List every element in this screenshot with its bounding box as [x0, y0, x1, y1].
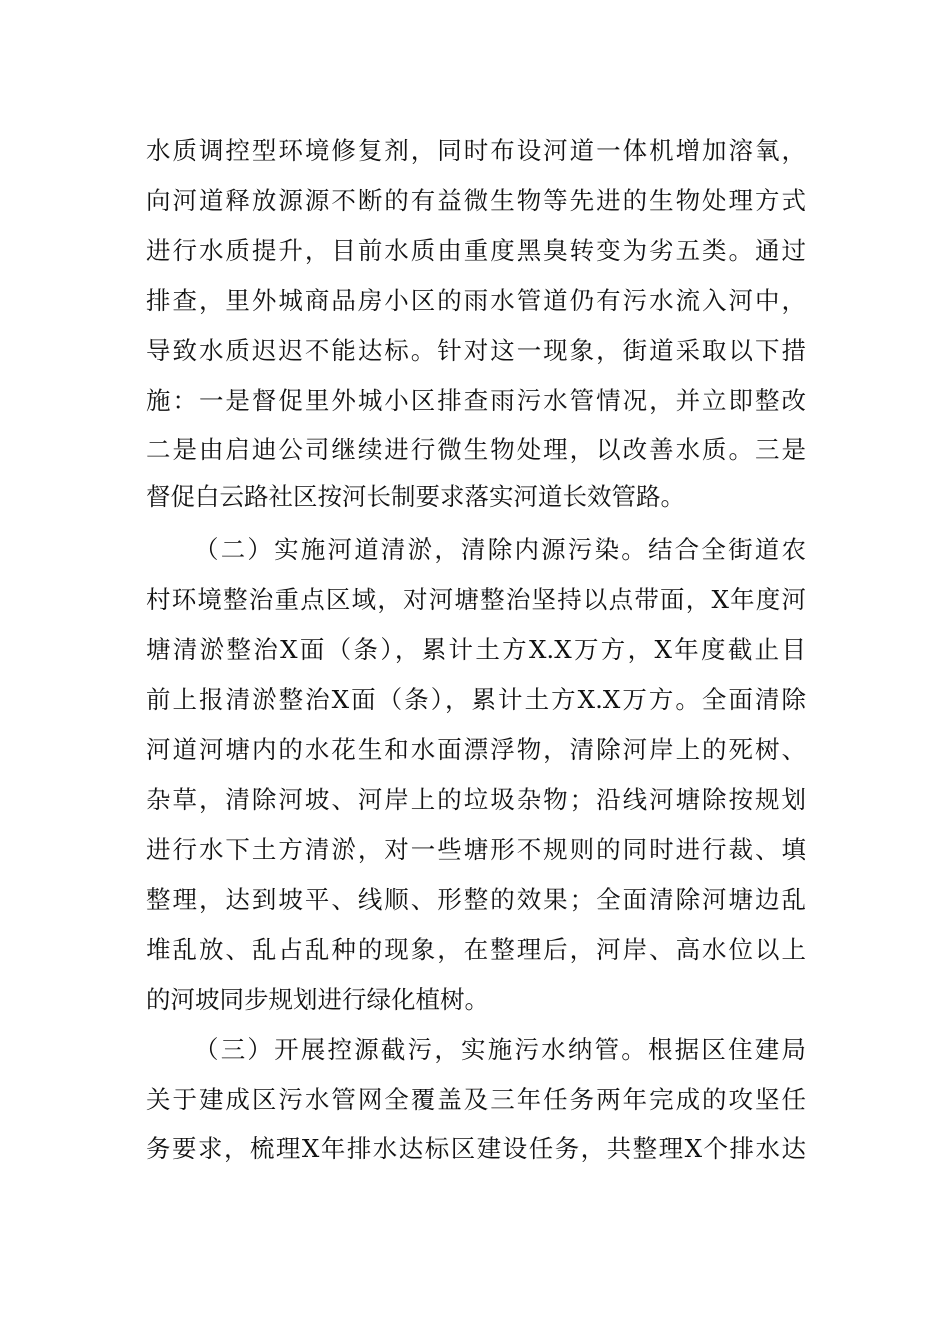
text-line: 杂草，清除河坡、河岸上的垃圾杂物；沿线河塘除按规划: [146, 785, 806, 814]
text-line: 进行水质提升，目前水质由重度黑臭转变为劣五类。通过: [146, 236, 806, 265]
text-line: 务要求，梳理X年排水达标区建设任务，共整理X个排水达: [146, 1134, 806, 1163]
text-line: 村环境整治重点区域，对河塘整治坚持以点带面，X年度河: [146, 585, 806, 614]
paragraph-heading-line: （三）开展控源截污，实施污水纳管。根据区住建局: [194, 1035, 806, 1064]
text-line: 关于建成区污水管网全覆盖及三年任务两年完成的攻坚任: [146, 1085, 806, 1114]
text-line: 整理，达到坡平、线顺、形整的效果；全面清除河塘边乱: [146, 885, 806, 914]
text-line: 堆乱放、乱占乱种的现象，在整理后，河岸、高水位以上: [146, 935, 806, 964]
text-line: 督促白云路社区按河长制要求落实河道长效管路。: [146, 482, 685, 511]
text-line: 塘清淤整治X面（条），累计土方X.X万方，X年度截止目: [146, 635, 806, 664]
text-line: 导致水质迟迟不能达标。针对这一现象，街道采取以下措: [146, 336, 806, 365]
text-line: 的河坡同步规划进行绿化植树。: [146, 985, 489, 1014]
paragraph-heading-line: （二）实施河道清淤，清除内源污染。结合全街道农: [194, 535, 806, 564]
text-line: 前上报清淤整治X面（条），累计土方X.X万方。全面清除: [146, 685, 806, 714]
text-line: 向河道释放源源不断的有益微生物等先进的生物处理方式: [146, 186, 806, 215]
text-line: 水质调控型环境修复剂，同时布设河道一体机增加溶氧，: [146, 136, 806, 165]
text-line: 河道河塘内的水花生和水面漂浮物，清除河岸上的死树、: [146, 735, 806, 764]
text-line: 进行水下土方清淤，对一些塘形不规则的同时进行裁、填: [146, 835, 806, 864]
text-line: 排查，里外城商品房小区的雨水管道仍有污水流入河中，: [146, 286, 806, 315]
text-line: 二是由启迪公司继续进行微生物处理，以改善水质。三是: [146, 435, 806, 464]
text-line: 施：一是督促里外城小区排查雨污水管情况，并立即整改: [146, 386, 806, 415]
